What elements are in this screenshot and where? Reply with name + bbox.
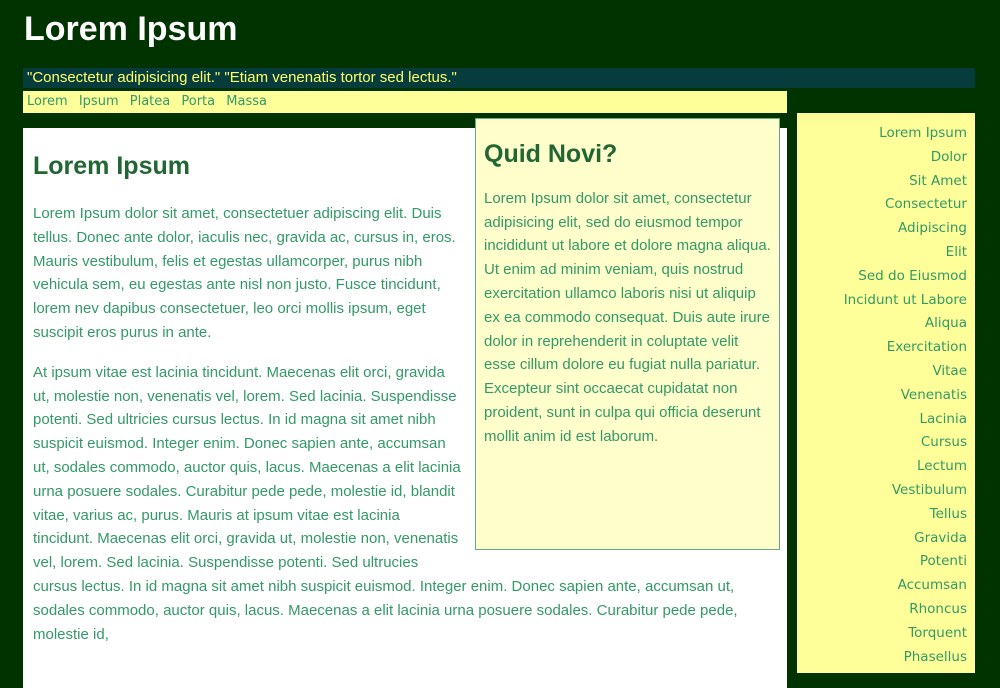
sidebar-link-vitae[interactable]: Vitae — [932, 362, 967, 379]
sidebar-link-lectum[interactable]: Lectum — [916, 458, 967, 475]
sidebar-link-consectetur[interactable]: Consectetur — [884, 196, 967, 213]
top-nav-link-porta[interactable]: Porta — [181, 94, 216, 109]
sidebar-link-adipiscing[interactable]: Adipiscing — [898, 220, 967, 237]
sidebar-link-gravida[interactable]: Gravida — [914, 529, 967, 546]
sidebar-link-dolor[interactable]: Dolor — [930, 148, 967, 165]
sidebar-link-lacinia[interactable]: Lacinia — [919, 410, 967, 427]
article-paragraph-1: Lorem Ipsum dolor sit amet, consectetuer adipiscing elit. Duis tellus. Donec ante dolor, iaculis nec, gravida ac, cursus in, eros. Mauris vestibulum, felis et egestas ullamcorper, purus nibh vehicula sem, eu egestas ante nisl non justo. Fusce tincidunt, lorem nev dapibus consectetuer, leo orci mollis ipsum, eget suscipit eros purus in ante. — [33, 205, 456, 341]
sidebar-link-exercitation[interactable]: Exercitation — [886, 339, 967, 356]
sidebar-link-rhoncus[interactable]: Rhoncus — [909, 600, 967, 617]
news-heading: Quid Novi? — [484, 140, 618, 168]
top-nav-link-massa[interactable]: Massa — [226, 94, 267, 109]
sidebar-link-potenti[interactable]: Potenti — [919, 553, 967, 570]
sidebar-menu — [797, 113, 975, 669]
tagline: "Consectetur adipisicing elit." "Etiam venenatis tortor sed lectus." — [23, 68, 975, 88]
article-paragraph-2: At ipsum vitae est lacinia tincidunt. Maecenas elit orci, gravida ut, molestie non, venenatis vel, lorem. Sed lacinia. Suspendisse potenti. Sed ultricies cursus lectus. In id magna sit amet nibh suspicit euismod. Integer enim. Donec sapien ante, accumsan ut, sodales commodo, auctor quis, lacus. Maecenas a elit lacinia urna posuere sodales. Curabitur pede pede, molestie id, blandit vitae, varius ac, purus. Mauris at ipsum vitae est lacinia tincidunt. Maecenas elit orci, gravida ut, molestie non, venenatis vel, lorem. Sed lacinia. Suspendisse potenti. Sed ultrucies cursus lectus. In id magna sit amet nibh suspicit euismod. Integer enim. Donec sapien ante, accumsan ut, sodales commodo, auctor quis, lacus. Maecenas a elit lacinia urna posuere sodales. Curabitur pede pede, molestie id, — [33, 363, 738, 643]
top-nav — [23, 91, 787, 113]
sidebar-link-torquent[interactable]: Torquent — [908, 624, 967, 641]
sidebar-link-lorem-ipsum[interactable]: Lorem Ipsum — [879, 125, 967, 141]
sidebar-link-venenatis[interactable]: Venenatis — [900, 386, 967, 403]
main-content — [23, 128, 787, 688]
main-heading: Lorem Ipsum — [33, 152, 190, 180]
top-nav-link-platea[interactable]: Platea — [129, 94, 171, 109]
top-nav-link-ipsum[interactable]: Ipsum — [78, 94, 119, 109]
article-body — [33, 140, 771, 662]
sidebar-link-vestibulum[interactable]: Vestibulum — [891, 481, 967, 498]
sidebar-link-elit[interactable]: Elit — [945, 243, 967, 260]
site-title: Lorem Ipsum — [24, 10, 238, 48]
sidebar-link-aliqua[interactable]: Aliqua — [924, 315, 967, 332]
sidebar-link-tellus[interactable]: Tellus — [929, 505, 967, 522]
sidebar-link-phasellus[interactable]: Phasellus — [903, 648, 967, 665]
sidebar-link-sit-amet[interactable]: Sit Amet — [909, 172, 967, 189]
news-box — [475, 118, 780, 550]
news-text: Lorem Ipsum dolor sit amet, consectetur adipisicing elit, sed do eiusmod tempor incididunt ut labore et dolore magna aliqua. Ut enim ad minim veniam, quis nostrud exercitation ullamco laboris nisi ut aliquip ex ea commodo consequat. Duis aute irure dolor in reprehenderit in coluptate velit esse cillum dolore eu fugiat nulla pariatur. Excepteur sint occaecat cupidatat non proident, sunt in culpa qui officia deserunt mollit anim id est laborum. — [484, 189, 771, 445]
top-nav-link-lorem[interactable]: Lorem — [27, 94, 68, 109]
sidebar-link-sed-do-eiusmod[interactable]: Sed do Eiusmod — [858, 267, 967, 284]
sidebar — [797, 113, 975, 673]
sidebar-link-cursus[interactable]: Cursus — [920, 434, 967, 451]
sidebar-link-incidunt-ut-labore[interactable]: Incidunt ut Labore — [843, 291, 967, 308]
sidebar-link-accumsan[interactable]: Accumsan — [897, 577, 967, 594]
